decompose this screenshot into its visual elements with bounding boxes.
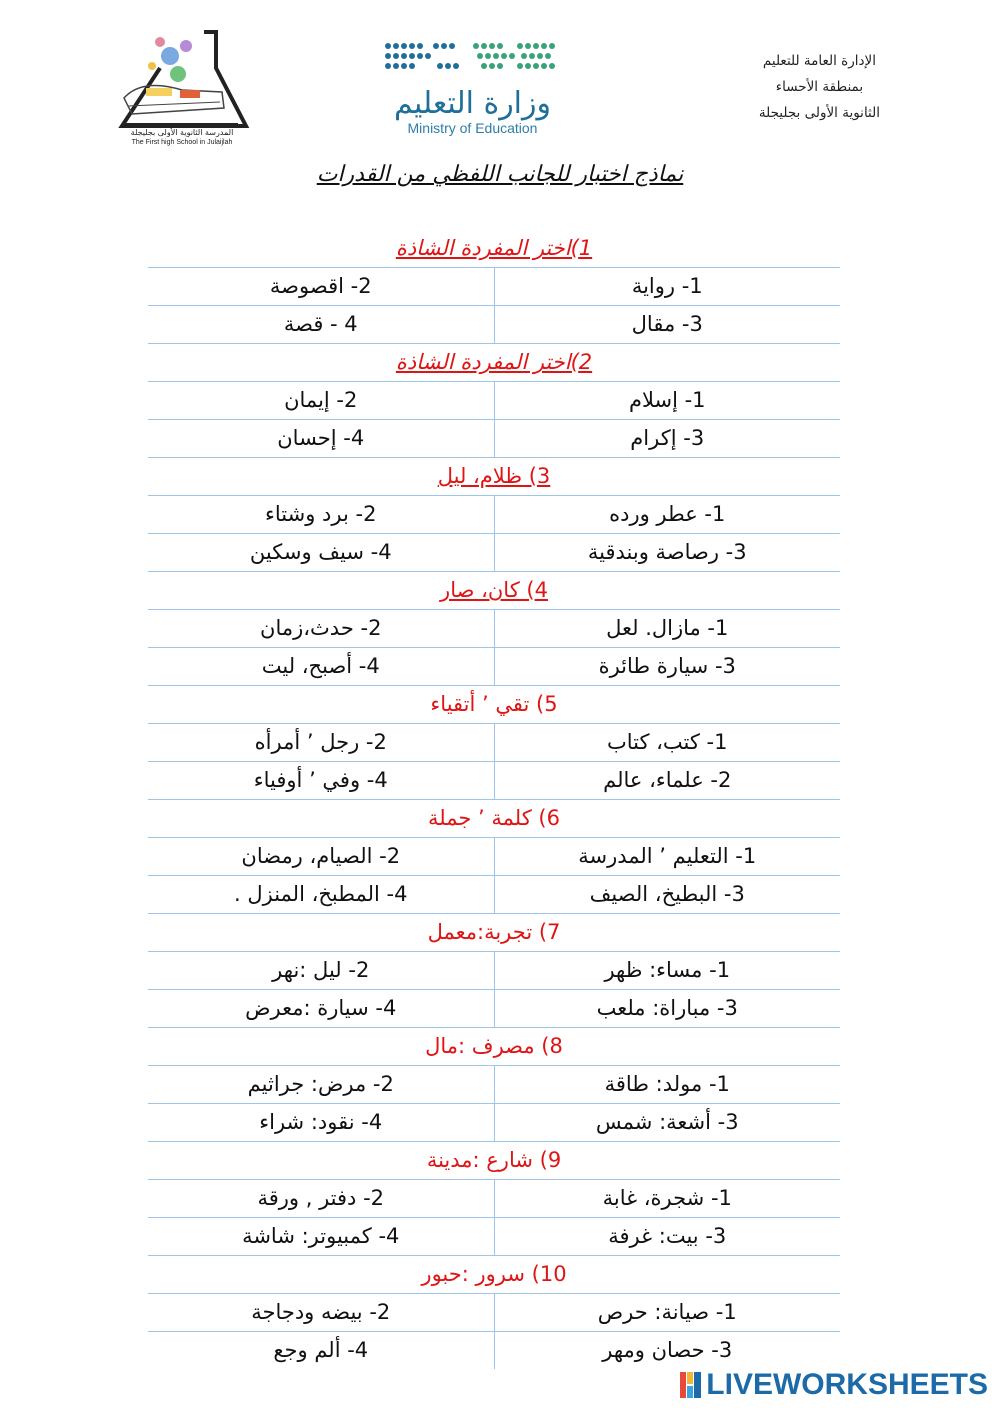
option-cell[interactable]: 1- مازال. لعل: [494, 610, 841, 647]
options-row: [148, 496, 840, 534]
question-heading-text: 4) كان، صار: [440, 578, 548, 602]
options-row: [148, 1332, 840, 1369]
question-heading-text: 10) سرور :حبور: [421, 1262, 567, 1286]
option-cell[interactable]: 1- كتب، كتاب: [494, 724, 841, 761]
options-row: [148, 990, 840, 1028]
header-line-1: الإدارة العامة للتعليم: [762, 53, 876, 69]
option-cell[interactable]: 3- أشعة: شمس: [494, 1104, 841, 1141]
option-cell[interactable]: 1- شجرة، غابة: [494, 1180, 841, 1217]
question-heading: [148, 344, 840, 382]
question-heading: [148, 800, 840, 838]
option-cell[interactable]: 2- بيضه ودجاجة: [251, 1300, 391, 1324]
question-heading-text: 7) تجربة:معمل: [427, 920, 561, 944]
option-cell[interactable]: 3- سيارة طائرة: [494, 648, 841, 685]
question-heading-text: 6) كلمة ’ جملة: [428, 806, 560, 830]
options-row: [148, 382, 840, 420]
options-row: [148, 952, 840, 990]
option-cell[interactable]: 4- المطبخ، المنزل .: [234, 882, 408, 906]
options-row: [148, 1218, 840, 1256]
option-cell[interactable]: 2- ليل :نهر: [272, 958, 370, 982]
options-row: [148, 876, 840, 914]
option-cell[interactable]: 2- حدث،زمان: [260, 616, 382, 640]
ministry-dots-icon: [380, 38, 565, 78]
option-cell[interactable]: 4 - قصة: [283, 312, 358, 336]
question-heading: [148, 1028, 840, 1066]
question-heading: [148, 914, 840, 952]
options-row: [148, 1294, 840, 1332]
options-row: [148, 724, 840, 762]
options-row: [148, 1066, 840, 1104]
option-cell[interactable]: 2- برد وشتاء: [265, 502, 377, 526]
options-row: [148, 306, 840, 344]
header-institution: [759, 48, 880, 126]
options-row: [148, 610, 840, 648]
question-heading-text: 5) تقي ’ أتقياء: [430, 692, 558, 716]
option-cell[interactable]: 2- الصيام، رمضان: [241, 844, 401, 868]
options-row: [148, 762, 840, 800]
question-heading: [148, 572, 840, 610]
option-cell[interactable]: 1- رواية: [494, 268, 841, 305]
options-row: [148, 534, 840, 572]
question-heading: [148, 458, 840, 496]
questions-table: [148, 230, 840, 1369]
option-cell[interactable]: 4- إحسان: [277, 426, 365, 450]
ministry-name-ar: وزارة التعليم: [393, 86, 551, 121]
option-cell[interactable]: 2- علماء، عالم: [494, 762, 841, 799]
question-heading-text: 8) مصرف :مال: [425, 1034, 563, 1058]
options-row: [148, 420, 840, 458]
option-cell[interactable]: 3- إكرام: [494, 420, 841, 457]
question-heading: [148, 1142, 840, 1180]
header-line-3: الثانوية الأولى بجليجلة: [758, 105, 880, 121]
option-cell[interactable]: 1- التعليم ’ المدرسة: [494, 838, 841, 875]
question-heading-text: 3) ظلام، ليل: [437, 464, 551, 488]
option-cell[interactable]: 2- مرض: جراثيم: [247, 1072, 394, 1096]
option-cell[interactable]: 1- عطر ورده: [494, 496, 841, 533]
liveworksheets-watermark: [680, 1368, 988, 1402]
option-cell[interactable]: 1- إسلام: [494, 382, 841, 419]
option-cell[interactable]: 2- دفتر , ورقة: [257, 1186, 385, 1210]
option-cell[interactable]: 4- كمبيوتر: شاشة: [242, 1224, 400, 1248]
question-heading: [148, 1256, 840, 1294]
liveworksheets-logo-icon: [680, 1372, 702, 1398]
question-heading-text: 1)اختر المفردة الشاذة: [395, 236, 593, 260]
question-heading-text: 2)اختر المفردة الشاذة: [395, 350, 593, 374]
school-name-ar: المدرسة الثانوية الأولى بجليجلة: [130, 128, 234, 137]
option-cell[interactable]: 4- وفي ’ أوفياء: [253, 768, 388, 792]
option-cell[interactable]: 3- حصان ومهر: [494, 1332, 841, 1369]
option-cell[interactable]: 3- مباراة: ملعب: [494, 990, 841, 1027]
option-cell[interactable]: 2- إيمان: [284, 388, 358, 412]
question-heading: [148, 686, 840, 724]
liveworksheets-text: LIVEWORKSHEETS: [706, 1368, 988, 1401]
option-cell[interactable]: 4- سيف وسكين: [249, 540, 392, 564]
question-heading: [148, 230, 840, 268]
option-cell[interactable]: 4- نقود: شراء: [259, 1110, 383, 1134]
ministry-name-en: Ministry of Education: [407, 120, 538, 136]
page-title: نماذج اختبار للجانب اللفظي من القدرات: [316, 162, 684, 187]
options-row: [148, 1104, 840, 1142]
option-cell[interactable]: 2- رجل ’ أمرأه: [254, 730, 387, 754]
options-row: [148, 268, 840, 306]
option-cell[interactable]: 4- ألم وجع: [273, 1338, 369, 1362]
school-name-en: The First high School in Julaijlah: [131, 139, 233, 146]
options-row: [148, 838, 840, 876]
header-line-2: بمنطقة الأحساء: [775, 79, 864, 95]
option-cell[interactable]: 3- رصاصة وبندقية: [494, 534, 841, 571]
ministry-logo: [380, 38, 565, 138]
option-cell[interactable]: 1- مساء: ظهر: [494, 952, 841, 989]
option-cell[interactable]: 3- البطيخ، الصيف: [494, 876, 841, 913]
options-row: [148, 1180, 840, 1218]
option-cell[interactable]: 1- صيانة: حرص: [494, 1294, 841, 1331]
option-cell[interactable]: 4- أصبح، ليت: [261, 654, 380, 678]
options-row: [148, 648, 840, 686]
question-heading-text: 9) شارع :مدينة: [426, 1148, 562, 1172]
option-cell[interactable]: 2- اقصوصة: [269, 274, 372, 298]
option-cell[interactable]: 4- سيارة :معرض: [245, 996, 397, 1020]
option-cell[interactable]: 3- بيت: غرفة: [494, 1218, 841, 1255]
option-cell[interactable]: 3- مقال: [494, 306, 841, 343]
option-cell[interactable]: 1- مولد: طاقة: [494, 1066, 841, 1103]
